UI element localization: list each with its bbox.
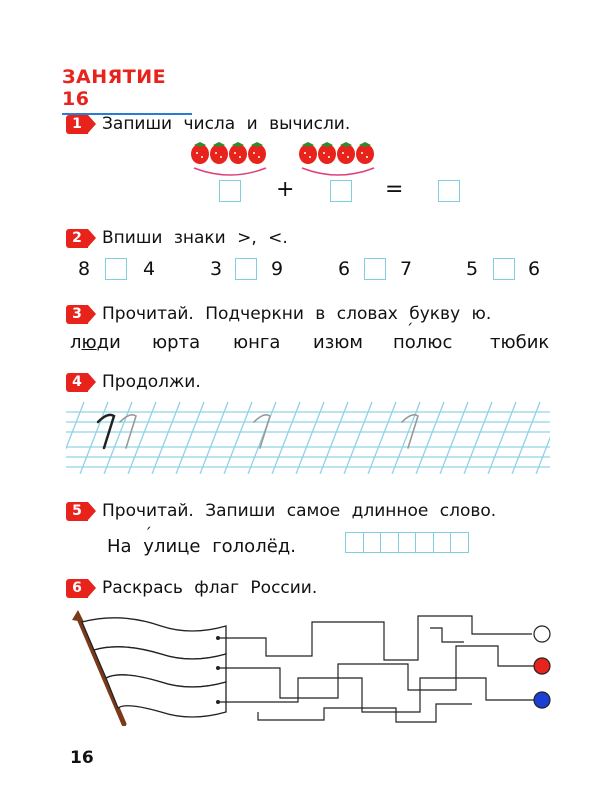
strawberry-icon (299, 142, 317, 164)
flag-maze (66, 608, 560, 726)
equals-sign: = (385, 177, 404, 202)
strawberry-icon (356, 142, 374, 164)
plus-sign: + (276, 177, 295, 202)
word-item[interactable]: юнга (233, 332, 281, 353)
answer-cell[interactable] (450, 532, 469, 553)
compare-sign-box[interactable] (364, 258, 386, 280)
strawberry-icon (210, 142, 228, 164)
word-item[interactable]: юрта (152, 332, 201, 353)
task-number: 2 (66, 229, 88, 248)
handwriting-grid[interactable] (66, 402, 550, 474)
compare-left-number: 5 (466, 258, 479, 280)
strawberry-icon (229, 142, 247, 164)
task-number: 6 (66, 579, 88, 598)
task-text: Запиши числа и вычисли. (102, 114, 351, 134)
strawberry-icon (191, 142, 209, 164)
compare-right-number: 7 (400, 258, 413, 280)
answer-box-result[interactable] (438, 180, 460, 202)
task-4 (66, 370, 201, 394)
page-number: 16 (70, 748, 94, 768)
compare-sign-box[interactable] (105, 258, 127, 280)
answer-box-first-number[interactable] (219, 180, 241, 202)
strawberry-icon (248, 142, 266, 164)
sentence: На ´ улице гололёд. (107, 536, 296, 557)
word-item[interactable]: люди (70, 332, 121, 353)
compare-sign-box[interactable] (493, 258, 515, 280)
compare-right-number: 9 (271, 258, 284, 280)
task-text: Впиши знаки >, <. (102, 228, 288, 248)
answer-cells[interactable] (345, 532, 468, 553)
word-item[interactable]: тюбик (490, 332, 550, 353)
compare-left-number: 6 (338, 258, 351, 280)
strawberry-icon (337, 142, 355, 164)
word-item[interactable]: изюм (313, 332, 364, 353)
lesson-title: ЗАНЯТИЕ 16 (62, 66, 192, 115)
task-text: Раскрась флаг России. (102, 578, 318, 598)
answer-cell[interactable] (433, 532, 452, 553)
task-5 (66, 499, 496, 523)
task-6 (66, 576, 317, 600)
color-dot-red (534, 658, 550, 674)
strawberry-groups (186, 138, 386, 182)
task-number: 1 (66, 115, 88, 134)
task-3 (66, 302, 491, 326)
answer-cell[interactable] (398, 532, 417, 553)
compare-left-number: 3 (210, 258, 223, 280)
answer-box-second-number[interactable] (330, 180, 352, 202)
color-dot-white (534, 626, 550, 642)
answer-cell[interactable] (380, 532, 399, 553)
maze-lines (218, 616, 540, 722)
task-number: 4 (66, 373, 88, 392)
task-text: Продолжи. (102, 372, 201, 392)
flag-pole-tip (72, 610, 84, 622)
task-number: 3 (66, 305, 88, 324)
answer-cell[interactable] (363, 532, 382, 553)
answer-cell[interactable] (415, 532, 434, 553)
color-dot-blue (534, 692, 550, 708)
compare-right-number: 4 (143, 258, 156, 280)
word-item[interactable]: п´ олюс (393, 332, 452, 353)
strawberry-group-left (191, 142, 266, 175)
task-2 (66, 226, 288, 250)
compare-left-number: 8 (78, 258, 91, 280)
compare-right-number: 6 (528, 258, 541, 280)
flag-outline[interactable] (82, 618, 226, 717)
compare-sign-box[interactable] (235, 258, 257, 280)
strawberry-icon (318, 142, 336, 164)
task-number: 5 (66, 502, 88, 521)
task-1 (66, 112, 350, 136)
strawberry-group-right (299, 142, 374, 175)
task-text: Прочитай. Подчеркни в словах букву ю. (102, 304, 492, 324)
task-text: Прочитай. Запиши самое длинное слово. (102, 501, 497, 521)
answer-cell[interactable] (345, 532, 364, 553)
